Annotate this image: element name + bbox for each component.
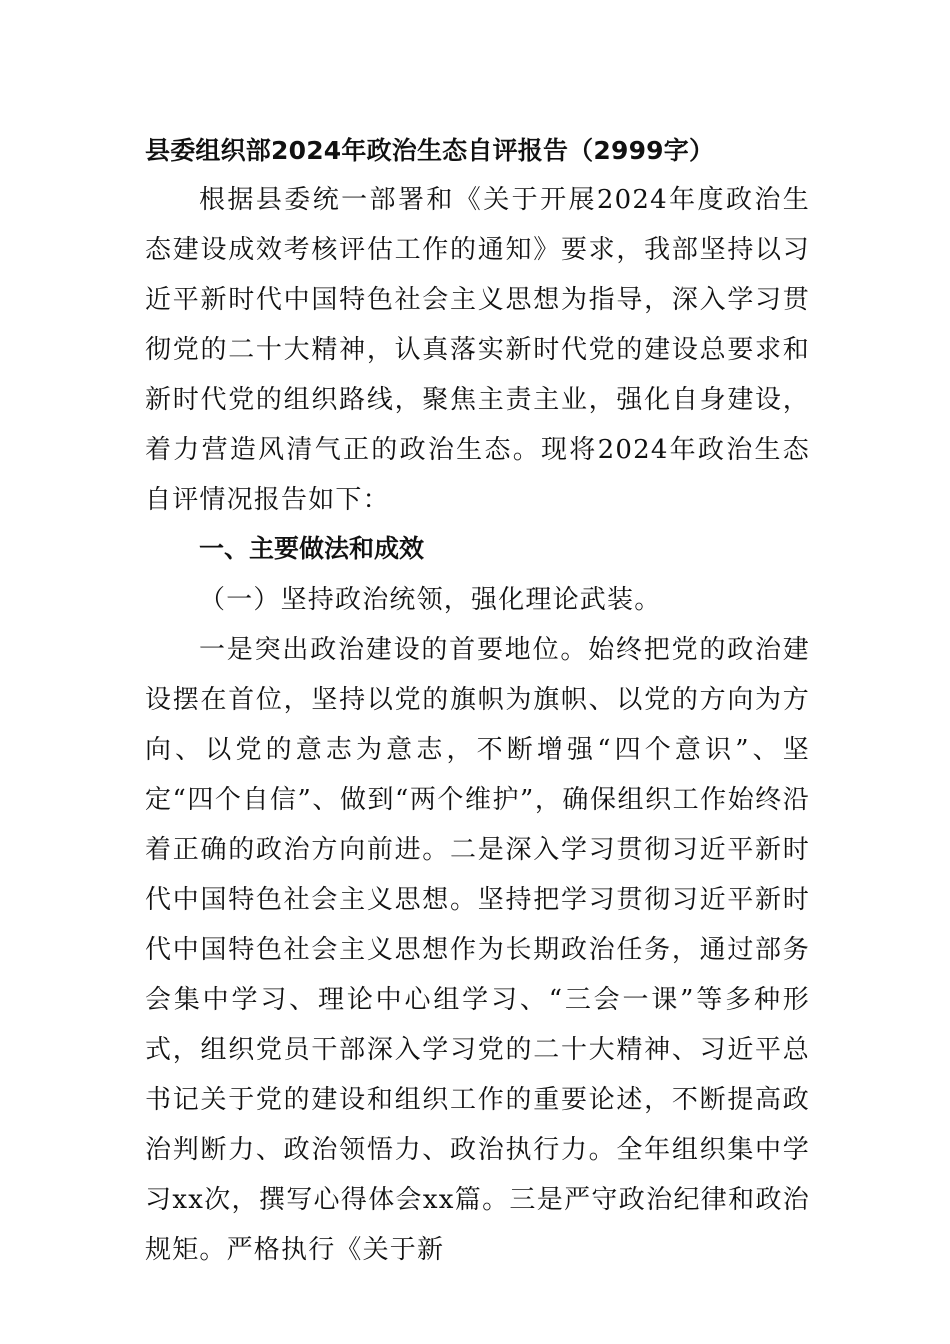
intro-paragraph: 根据县委统一部署和《关于开展2024年度政治生态建设成效考核评估工作的通知》要求，我部坚持以习近平新时代中国特色社会主义思想为指导，深入学习贯彻党的二十大精神，认真落实新时代党的建设总要求和新时代党的组织路线，聚焦主责主业，强化自身建设，着力营造风清气正的政治生态。现将2024年政治生态自评情况报告如下： — [145, 185, 810, 515]
section-heading: 一、主要做法和成效 — [199, 534, 425, 563]
subsection-heading: （一）坚持政治统领，强化理论武装。 — [199, 585, 662, 615]
body-paragraph: 一是突出政治建设的首要地位。始终把党的政治建设摆在首位，坚持以党的旗帜为旗帜、以党的方向为方向、以党的意志为意志，不断增强“四个意识”、坚定“四个自信”、做到“两个维护”，确保组织工作始终沿着正确的政治方向前进。二是深入学习贯彻习近平新时代中国特色社会主义思想。坚持把学习贯彻习近平新时代中国特色社会主义思想作为长期政治任务，通过部务会集中学习、理论中心组学习、“三会一课”等多种形式，组织党员干部深入学习党的二十大精神、习近平总书记关于党的建设和组织工作的重要论述，不断提高政治判断力、政治领悟力、政治执行力。全年组织集中学习xx次，撰写心得体会xx篇。三是严守政治纪律和政治规矩。严格执行《关于新 — [145, 635, 810, 1265]
document-title: 县委组织部2024年政治生态自评报告（2999字） — [145, 136, 715, 165]
